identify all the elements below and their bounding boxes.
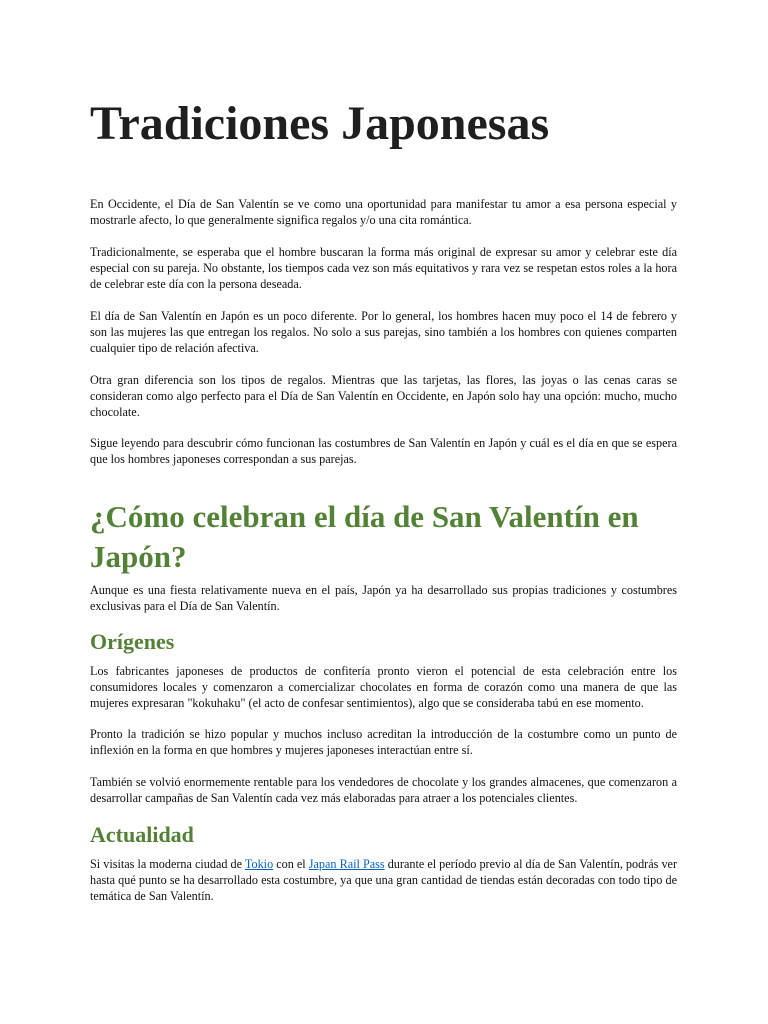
current-heading: Actualidad	[90, 822, 194, 847]
current-text-end: durante el período previo al día de San Valentín, podrás ver hasta qué punto se ha desarrollado esta costumbre, ya que una gran cantidad de tiendas están decoradas con todo tipo de temática de San Valentín.	[90, 857, 678, 903]
current-text-start: Si visitas la moderna ciudad de	[90, 857, 245, 871]
japan-rail-pass-link[interactable]: Japan Rail Pass	[308, 857, 385, 871]
origins-paragraph-3: También se volvió enormemente rentable para los vendedores de chocolate y los grandes almacenes, que comenzaron a desarrollar campañas de San Valentín cada vez más elaboradas para atraer a los potenciales clientes.	[90, 775, 677, 805]
intro-paragraph-1: En Occidente, el Día de San Valentín se ve como una oportunidad para manifestar tu amor a esa persona especial y mostrarle afecto, lo que generalmente significa regalos y/o una cita romántica.	[90, 197, 677, 227]
intro-paragraph-4: Otra gran diferencia son los tipos de regalos. Mientras que las tarjetas, las flores, las joyas o las cenas caras se consideran como algo perfecto para el Día de San Valentín en Occidente, en Japón solo hay una opción: mucho, mucho chocolate.	[90, 373, 677, 419]
intro-paragraph-5: Sigue leyendo para descubrir cómo funcionan las costumbres de San Valentín en Japón y cuál es el día en que se espera que los hombres japoneses correspondan a sus parejas.	[90, 436, 677, 466]
document-title: Tradiciones Japonesas	[90, 97, 550, 150]
intro-paragraph-2: Tradicionalmente, se esperaba que el hombre buscaran la forma más original de expresar su amor y celebrar este día especial con su pareja. No obstante, los tiempos cada vez son más equitativos y rara vez se respetan estos roles a la hora de celebrar este día con la persona deseada.	[90, 245, 677, 291]
section-heading: ¿Cómo celebran el día de San Valentín en Japón?	[90, 499, 639, 574]
intro-paragraph-3: El día de San Valentín en Japón es un poco diferente. Por lo general, los hombres hacen muy poco el 14 de febrero y son las mujeres las que entregan los regalos. No solo a sus parejas, sino también a los hombres con quienes comparten cualquier tipo de relación afectiva.	[90, 309, 677, 355]
section-paragraph: Aunque es una fiesta relativamente nueva en el país, Japón ya ha desarrollado sus propias tradiciones y costumbres exclusivas para el Día de San Valentín.	[90, 583, 677, 613]
current-paragraph	[90, 856, 677, 904]
origins-paragraph-2: Pronto la tradición se hizo popular y muchos incluso acreditan la introducción de la costumbre como un punto de inflexión en la forma en que hombres y mujeres japoneses interactúan entre sí.	[90, 727, 677, 757]
origins-heading: Orígenes	[90, 629, 175, 654]
tokio-link[interactable]: Tokio	[244, 857, 274, 871]
current-text-mid: con el	[273, 857, 309, 871]
origins-paragraph-1: Los fabricantes japoneses de productos de confitería pronto vieron el potencial de esta celebración entre los consumidores locales y comenzaron a comercializar chocolates en forma de corazón como una manera de que las mujeres expresaran "kokuhaku" (el acto de confesar sentimientos), algo que se consideraba tabú en ese momento.	[90, 664, 677, 710]
